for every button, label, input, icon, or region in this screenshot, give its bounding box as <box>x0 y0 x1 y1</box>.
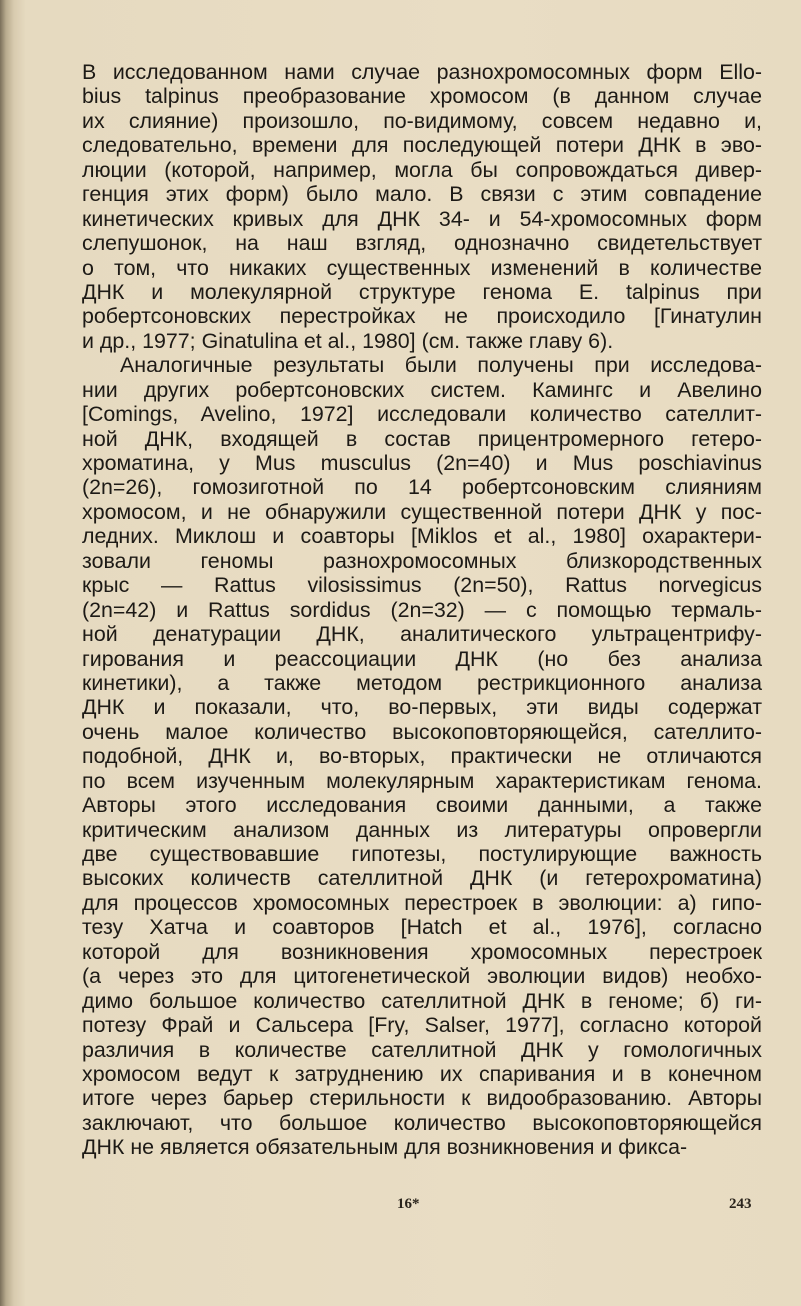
text-line: (2n=42) и Rattus sordidus (2n=32) — с помощью термаль- <box>82 597 762 622</box>
text-line: и др., 1977; Ginatulina et al., 1980] (см. также главу 6). <box>82 328 614 353</box>
text-line: кинетики), а также методом рестрикционного анализа <box>82 670 762 695</box>
text-line: итоге через барьер стерильности к видообразованию. Авторы <box>82 1086 762 1111</box>
signature-mark: 16* <box>397 1196 420 1212</box>
text-line: В исследованном нами случае разнохромосомных форм Ello- <box>82 60 762 84</box>
paragraph <box>82 60 762 353</box>
text-line: (а через это для цитогенетической эволюции видов) необхо- <box>82 964 762 989</box>
text-line: для процессов хромосомных перестроек в эволюции: а) гипо- <box>82 890 762 915</box>
text-line: ной денатурации ДНК, аналитического ультрацентрифу- <box>82 622 762 647</box>
paragraph <box>82 353 762 1159</box>
text-line: их слияние) произошло, по-видимому, совсем недавно и, <box>82 108 762 133</box>
text-line: критическим анализом данных из литературы опровергли <box>82 817 762 842</box>
text-line: bius talpinus преобразование хромосом (в данном случае <box>82 84 762 109</box>
body-text <box>82 60 762 1160</box>
text-line: хромосом ведут к затруднению их спаривания и в конечном <box>82 1061 762 1086</box>
text-line: ДНК не является обязательным для возникновения и фикса- <box>82 1135 688 1160</box>
text-line: ДНК и показали, что, во-первых, эти виды содержат <box>82 695 762 720</box>
text-line: Аналогичные результаты были получены при исследова- <box>120 353 762 378</box>
text-line: по всем изученным молекулярным характеристикам генома. <box>82 768 762 793</box>
text-line: крыс — Rattus vilosissimus (2n=50), Rattus norvegicus <box>82 573 762 598</box>
text-line: высоких количеств сателлитной ДНК (и гетерохроматина) <box>82 866 762 891</box>
text-line: (2n=26), гомозиготной по 14 робертсоновским слияниям <box>82 475 762 500</box>
text-line: нии других робертсоновских систем. Камингс и Авелино <box>82 377 762 402</box>
text-line: слепушонок, на наш взгляд, однозначно свидетельствует <box>82 231 762 256</box>
text-line: о том, что никаких существенных изменений в количестве <box>82 255 762 280</box>
text-line: потезу Фрай и Сальсера [Fry, Salser, 1977], согласно которой <box>82 1013 762 1038</box>
text-line: [Comings, Avelino, 1972] исследовали количество сателлит- <box>82 402 762 427</box>
text-line: две существовавшие гипотезы, постулирующие важность <box>82 842 762 866</box>
text-line: зовали геномы разнохромосомных близкородственных <box>82 548 762 573</box>
text-line: генция этих форм) было мало. В связи с этим совпадение <box>82 182 762 207</box>
text-line: ДНК и молекулярной структуре генома E. talpinus при <box>82 279 762 304</box>
text-line: хромосом, и не обнаружили существенной потери ДНК у пос- <box>82 499 762 524</box>
text-line: подобной, ДНК и, во-вторых, практически не отличаются <box>82 744 762 769</box>
text-line: робертсоновских перестройках не происходило [Гинатулин <box>82 304 762 329</box>
text-line: тезу Хатча и соавторов [Hatch et al., 1976], согласно <box>82 915 762 940</box>
text-line: люции (которой, например, могла бы сопровождаться дивер- <box>82 157 762 182</box>
text-line: заключают, что большое количество высокоповторяющейся <box>82 1110 762 1135</box>
text-line: которой для возникновения хромосомных перестроек <box>82 939 762 964</box>
text-line: различия в количестве сателлитной ДНК у гомологичных <box>82 1037 762 1062</box>
text-line: ной ДНК, входящей в состав прицентромерного гетеро- <box>82 426 762 451</box>
page-number: 243 <box>729 1196 752 1212</box>
text-line: следовательно, времени для последующей потери ДНК в эво- <box>82 133 762 158</box>
text-line: димо большое количество сателлитной ДНК в геноме; б) ги- <box>82 988 762 1013</box>
text-line: ледних. Миклош и соавторы [Miklos et al., 1980] охарактери- <box>82 524 762 549</box>
text-line: гирования и реассоциации ДНК (но без анализа <box>82 646 762 671</box>
text-line: очень малое количество высокоповторяющейся, сателлито- <box>82 719 762 744</box>
text-line: Авторы этого исследования своими данными, а также <box>82 793 762 818</box>
text-line: хроматина, у Mus musculus (2n=40) и Mus poschiavinus <box>82 451 762 475</box>
text-line: кинетических кривых для ДНК 34- и 54-хромосомных форм <box>82 206 762 231</box>
